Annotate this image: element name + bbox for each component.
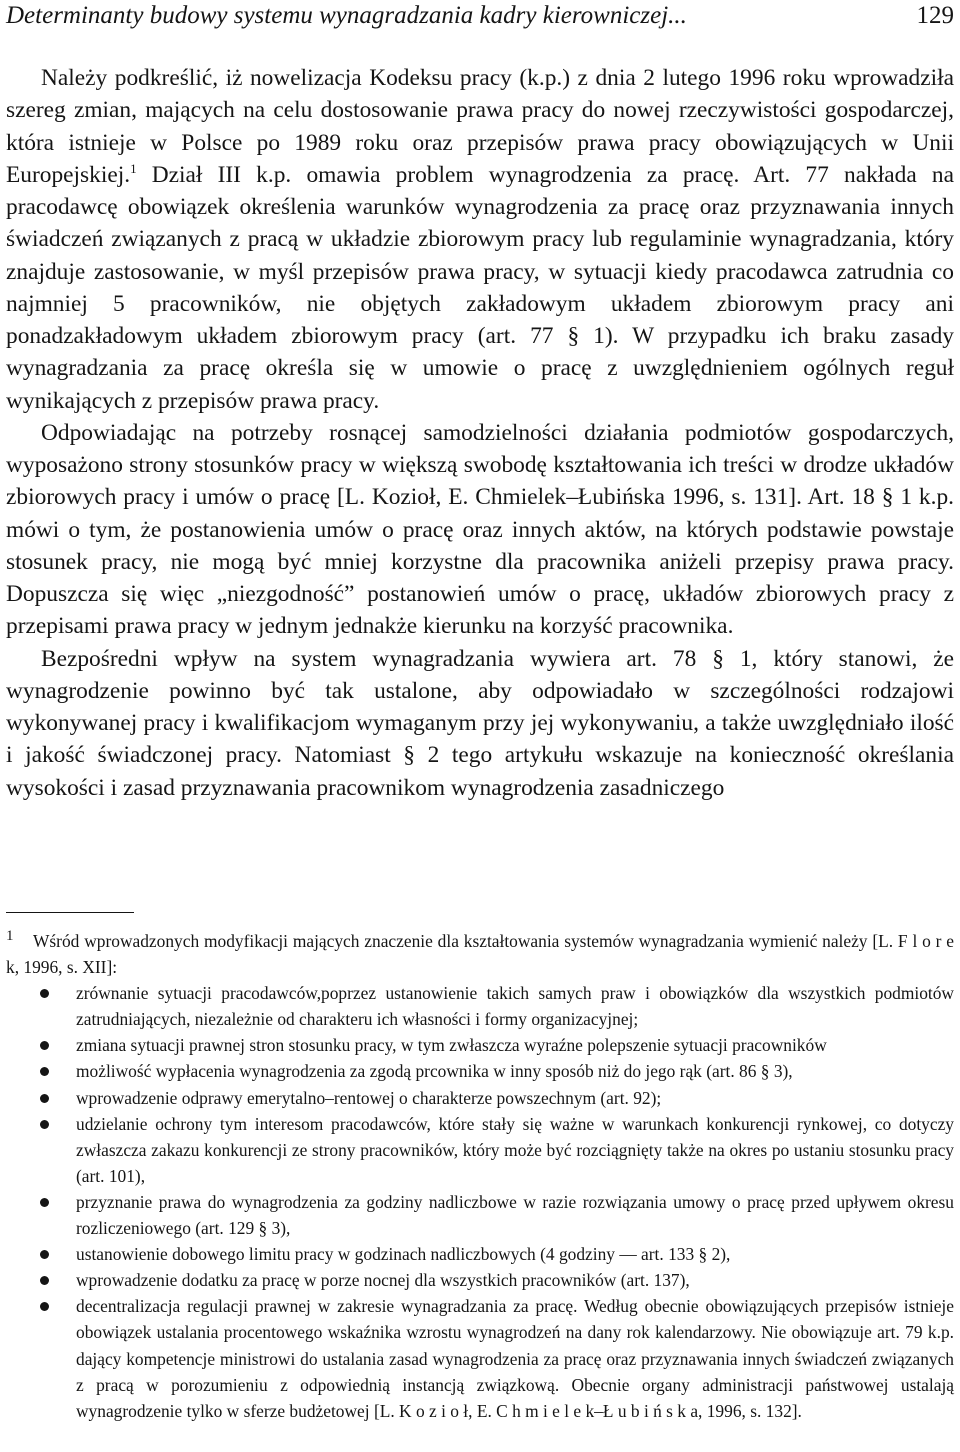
footnote-list (6, 980, 954, 1424)
paragraph: Bezpośredni wpływ na system wynagradzania wywiera art. 78 § 1, który stanowi, że wynagrodzenie powinno być tak ustalone, aby odpowiadało w szczególności rodzajowi wykonywanej pracy i kwalifikacjom wymaganym przy jej wykonywaniu, a także uwzględniało ilość i jakość świadczonej pracy. Natomiast § 2 tego artykułu wskazuje na konieczność określania wysokości i zasad przyznawania pracownikom wynagrodzenia zasadniczego (6, 645, 954, 801)
running-header (6, 0, 954, 34)
list-item: ustanowienie dobowego limitu pracy w godzinach nadliczbowych (4 godziny — art. 133 § 2), (6, 1241, 954, 1267)
main-text (6, 62, 954, 804)
footnotes (6, 928, 954, 1424)
footnote (6, 928, 954, 980)
list-item: przyznanie prawa do wynagrodzenia za godziny nadliczbowe w razie rozwiązania umowy o pracę przed upływem okresu rozliczeniowego (art. 129 § 3), (6, 1189, 954, 1241)
paragraph-text: Należy podkreślić, iż nowelizacja Kodeksu pracy (k.p.) z dnia 2 lutego 1996 roku wprowadziła szereg zmian, mających na celu dostosowanie prawa pracy do nowej rzeczywistości gospodarczej, która istnieje w Polsce po 1989 roku oraz przepisów prawa pracy obowiązujących w Unii Europejskiej. (6, 65, 954, 188)
page-number: 129 (916, 2, 954, 29)
footnote-number: 1 (6, 928, 14, 944)
paragraph (6, 62, 954, 417)
paragraph-text: Dział III k.p. omawia problem wynagrodzenia za pracę. Art. 77 nakłada na pracodawcę obowiązek określenia warunków wynagrodzenia za pracę oraz przyznawania innych świadczeń związanych z pracą w układzie zbiorowym pracy lub regulaminie wynagradzania, który znajduje zastosowanie, w myśl przepisów prawa pracy, w sytuacji kiedy pracodawca zatrudnia co najmniej 5 pracowników, nie objętych zakładowym układem zbiorowym pracy ani ponadzakładowym układem zbiorowym pracy (art. 77 § 1). W przypadku ich braku zasady wynagradzania za pracę określa się w umowie o pracę z uwzględnieniem ogólnych reguł wynikających z przepisów prawa pracy. (6, 161, 954, 414)
paragraph: Odpowiadając na potrzeby rosnącej samodzielności działania podmiotów gospodarczych, wyposażono strony stosunków pracy w większą swobodę kształtowania ich treści w drodze układów zbiorowych pracy i umów o pracę [L. Kozioł, E. Chmielek–Łubińska 1996, s. 131]. Art. 18 § 1 k.p. mówi o tym, że postanowienia umów o pracę oraz innych aktów, na których podstawie powstaje stosunek pracy, nie mogą być mniej korzystne dla pracownika aniżeli przepisy prawa pracy. Dopuszcza się więc „niezgodność” postanowień umów o pracę, układów zbiorowych pracy z przepisami prawa pracy w jednym jednakże kierunku na korzyść pracownika. (6, 419, 954, 640)
list-item: udzielanie ochrony tym interesom pracodawców, które stały się ważne w warunkach konkurencji rynkowej, co dotyczy zwłaszcza zakazu konkurencji ze strony pracowników, który może być rozciągnięty także na okres po ustaniu stosunku pracy (art. 101), (6, 1111, 954, 1189)
footnote-intro: Wśród wprowadzonych modyfikacji mających znaczenie dla kształtowania systemów wynagradzania wymienić należy [L. F l o r e k, 1996, s. XII]: (6, 931, 954, 978)
list-item: zrównanie sytuacji pracodawców,poprzez ustanowienie takich samych praw i obowiązków dla wszystkich podmiotów zatrudniających, niezależnie od charakteru ich własności i formy organizacyjnej; (6, 980, 954, 1032)
list-item: wprowadzenie dodatku za pracę w porze nocnej dla wszystkich pracowników (art. 137), (6, 1267, 954, 1293)
footnote-separator (6, 912, 134, 913)
list-item: wprowadzenie odprawy emerytalno–rentowej o charakterze powszechnym (art. 92); (6, 1085, 954, 1111)
list-item: decentralizacja regulacji prawnej w zakresie wynagradzania za pracę. Według obecnie obowiązujących przepisów istnieje obowiązek ustalania procentowego wskaźnika wzrostu wynagrodzeń na dany rok kalendarzowy. Nie obowiązuje art. 79 k.p. dający kompetencje ministrowi do ustalania zasad wynagrodzenia za pracę oraz przyznawania innych świadczeń związanych z pracą w porozumieniu z odpowiednią instancją związkową. Obecnie organy administracji państwowej ustalają wynagrodzenie tylko w sferze budżetowej [L. K o z i o ł, E. C h m i e l e k–Ł u b i ń s k a, 1996, s. 132]. (6, 1293, 954, 1423)
list-item: zmiana sytuacji prawnej stron stosunku pracy, w tym zwłaszcza wyraźne polepszenie sytuacji pracowników (6, 1032, 954, 1058)
list-item: możliwość wypłacenia wynagrodzenia za zgodą prcownika w inny sposób niż do jego rąk (art. 86 § 3), (6, 1058, 954, 1084)
running-title: Determinanty budowy systemu wynagradzania kadry kierowniczej... (6, 2, 687, 29)
footnote-reference[interactable]: 1 (130, 160, 137, 176)
